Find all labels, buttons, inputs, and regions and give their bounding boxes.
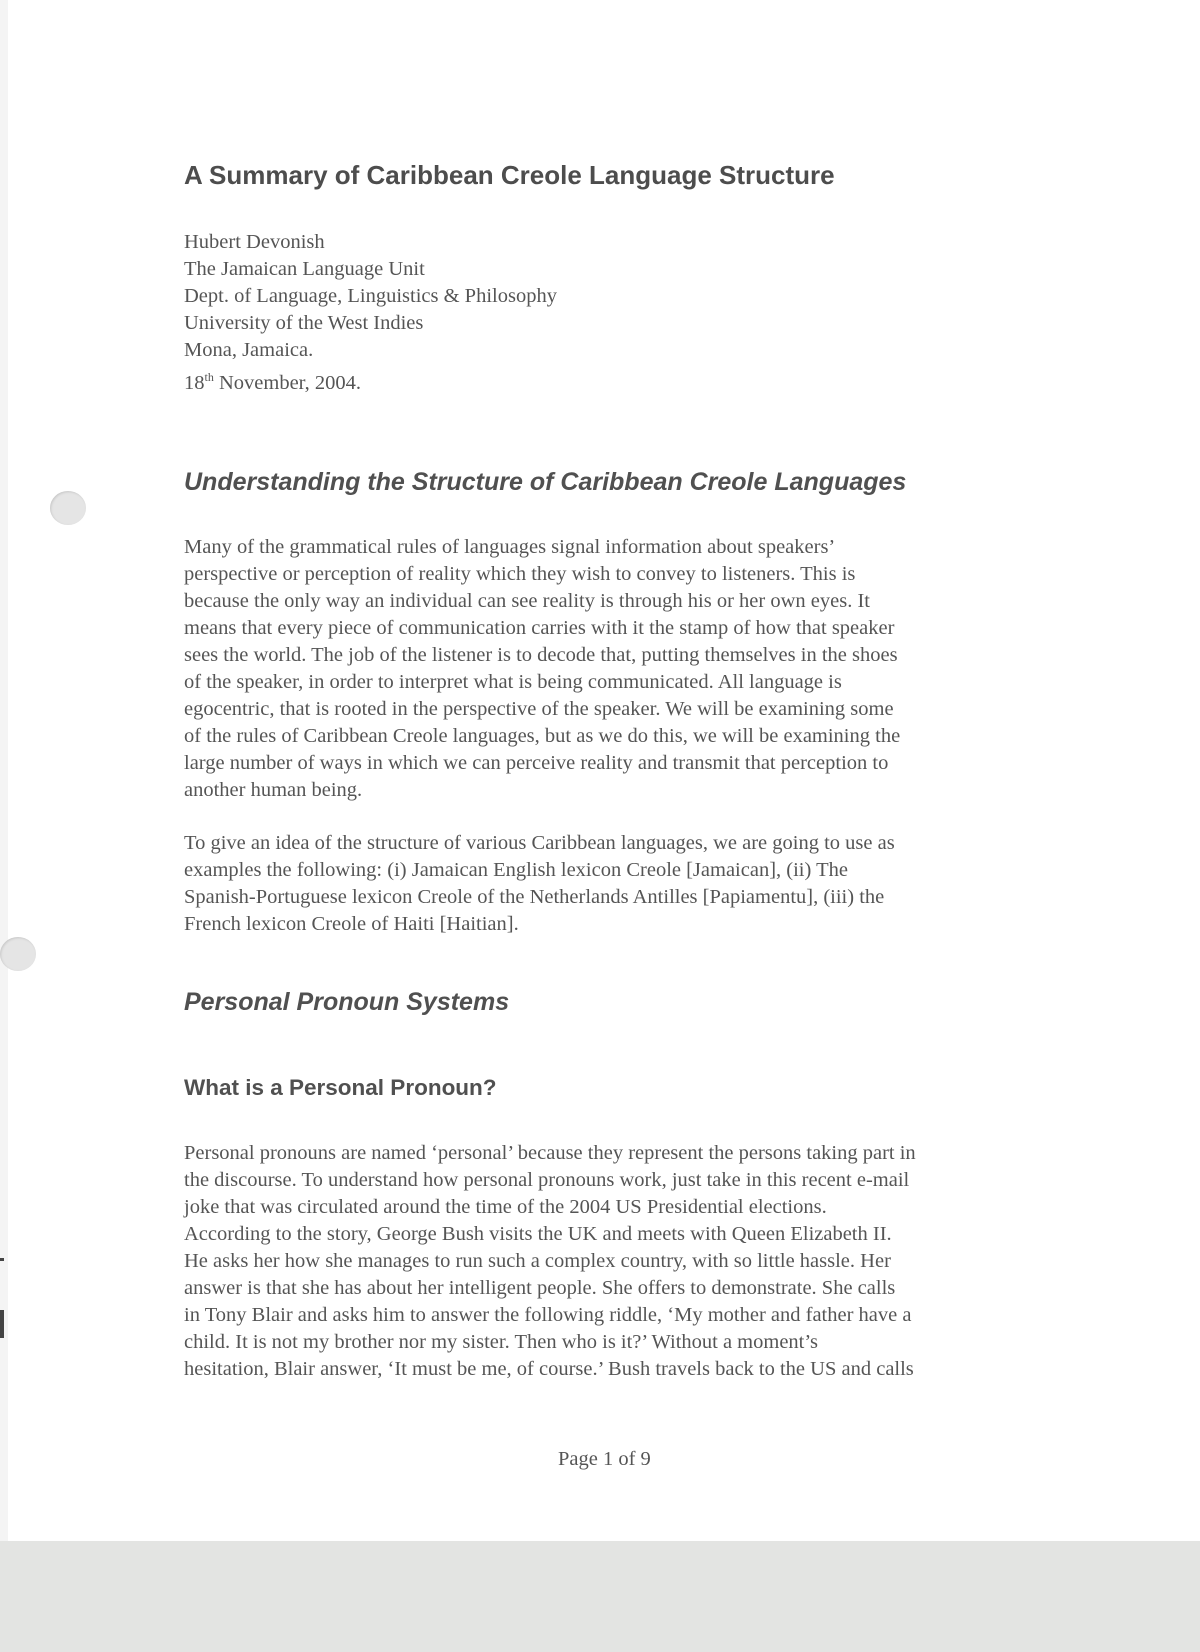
date-day: 18 [184, 371, 205, 394]
scanner-background [0, 1541, 1200, 1652]
section-heading-structure: Understanding the Structure of Caribbean Creole Languages [184, 468, 907, 496]
text-line: According to the story, George Bush visits the UK and meets with Queen Elizabeth II. [184, 1223, 892, 1245]
text-line: To give an idea of the structure of various Caribbean languages, we are going to use as [184, 832, 895, 854]
text-line: large number of ways in which we can perceive reality and transmit that perception to [184, 752, 889, 774]
text-line: Many of the grammatical rules of languages signal information about speakers’ [184, 536, 836, 558]
author-location: Mona, Jamaica. [184, 339, 314, 361]
text-line: in Tony Blair and asks him to answer the following riddle, ‘My mother and father have a [184, 1304, 912, 1326]
text-line: hesitation, Blair answer, ‘It must be me, of course.’ Bush travels back to the US and calls [184, 1358, 914, 1380]
author-dept: Dept. of Language, Linguistics & Philosophy [184, 285, 557, 307]
text-line: of the speaker, in order to interpret what is being communicated. All language is [184, 671, 842, 693]
text-line: Personal pronouns are named ‘personal’ because they represent the persons taking part in [184, 1142, 916, 1164]
section-heading-pronouns: Personal Pronoun Systems [184, 988, 510, 1016]
text-line: answer is that she has about her intelligent people. She offers to demonstrate. She calls [184, 1277, 896, 1299]
author-block [184, 229, 557, 397]
text-line: joke that was circulated around the time of the 2004 US Presidential elections. [184, 1196, 827, 1218]
subsection-heading-personal-pronoun: What is a Personal Pronoun? [184, 1075, 497, 1100]
punch-hole [0, 937, 36, 971]
paragraph-perspective [184, 534, 1044, 804]
scan-edge-mark [0, 1258, 4, 1261]
paragraph-personal-pronouns [184, 1140, 1044, 1383]
author-unit: The Jamaican Language Unit [184, 258, 425, 280]
text-line: examples the following: (i) Jamaican English lexicon Creole [Jamaican], (ii) The [184, 859, 848, 881]
text-line: sees the world. The job of the listener is to decode that, putting themselves in the shoes [184, 644, 898, 666]
document-date [184, 364, 557, 397]
text-line: of the rules of Caribbean Creole languages, but as we do this, we will be examining the [184, 725, 901, 747]
text-line: the discourse. To understand how personal pronouns work, just take in this recent e-mail [184, 1169, 910, 1191]
text-line: French lexicon Creole of Haiti [Haitian]. [184, 913, 519, 935]
text-line: Spanish-Portuguese lexicon Creole of the Netherlands Antilles [Papiamentu], (iii) the [184, 886, 885, 908]
text-line: perspective or perception of reality which they wish to convey to listeners. This is [184, 563, 856, 585]
punch-hole [50, 491, 86, 525]
text-line: because the only way an individual can see reality is through his or her own eyes. It [184, 590, 870, 612]
text-line: egocentric, that is rooted in the perspective of the speaker. We will be examining some [184, 698, 894, 720]
text-line: child. It is not my brother nor my sister. Then who is it?’ Without a moment’s [184, 1331, 819, 1353]
document-title: A Summary of Caribbean Creole Language Structure [184, 160, 835, 190]
date-suffix: th [204, 370, 214, 384]
page-number: Page 1 of 9 [558, 1448, 651, 1470]
scan-edge-mark [0, 1310, 4, 1338]
author-name: Hubert Devonish [184, 231, 325, 253]
date-rest: November, 2004. [213, 371, 362, 394]
paragraph-examples [184, 830, 1044, 938]
text-line: means that every piece of communication carries with it the stamp of how that speaker [184, 617, 895, 639]
author-university: University of the West Indies [184, 312, 424, 334]
text-line: He asks her how she manages to run such a complex country, with so little hassle. Her [184, 1250, 891, 1272]
text-line: another human being. [184, 779, 363, 801]
